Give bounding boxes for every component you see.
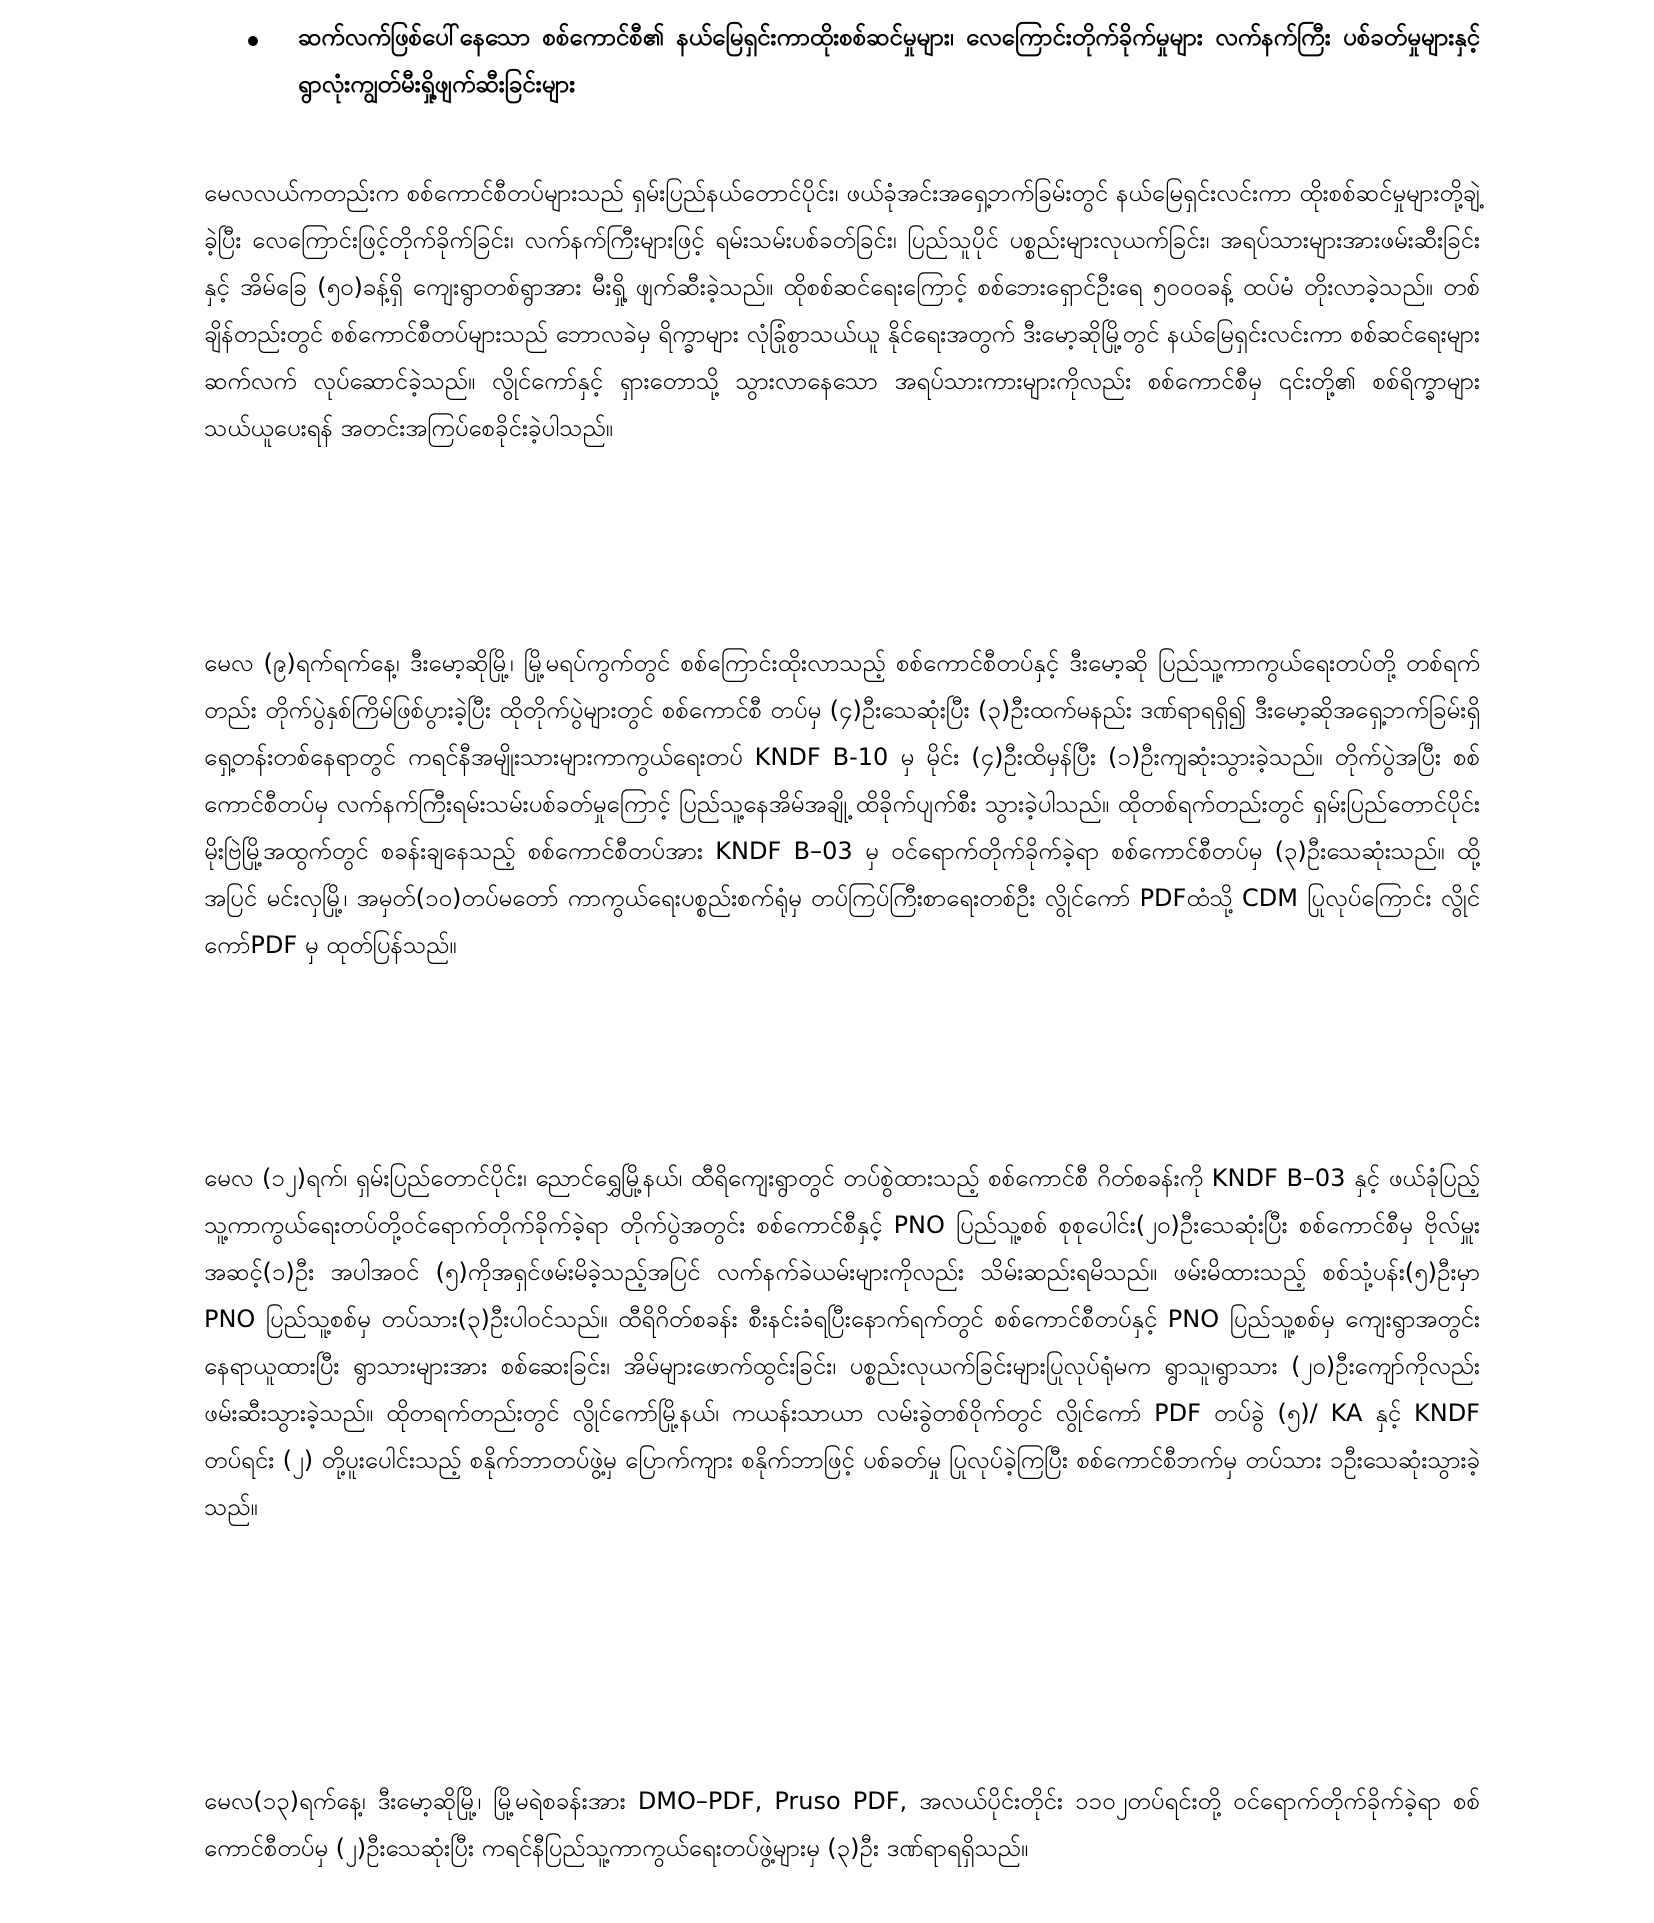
paragraph-4: မေလ(၁၃)ရက်နေ့၊ ဒီးမော့ဆိုမြို့၊ မြို့မရဲစခန်းအား DMO–PDF, Pruso PDF, အလယ်ပိုင်းတိုင်း ၁၁၀၂တပ်ရင်းတို့ ဝင်ရောက်တိုက်ခိုက်ခဲ့ရာ စစ်ကောင်စီတပ်မှ (၂)ဦးသေဆုံးပြီး ကရင်နီပြည်သူ့ကာကွယ်ရေးတပ်ဖွဲ့များမှ (၃)ဦး ဒဏ်ရာရရှိသည်။ (204, 1787, 1480, 1862)
paragraph-2: မေလ (၉)ရက်ရက်နေ့၊ ဒီးမော့ဆိုမြို့၊ မြို့မရပ်ကွက်တွင် စစ်ကြောင်းထိုးလာသည့် စစ်ကောင်စီတပ်နှင့် ဒီးမော့ဆို ပြည်သူ့ကာကွယ်ရေးတပ်တို့ တစ်ရက်တည်း တိုက်ပွဲနှစ်ကြိမ်ဖြစ်ပွားခဲ့ပြီး ထိုတိုက်ပွဲများတွင် စစ်ကောင်စီ တပ်မှ (၄)ဦးသေဆုံးပြီး (၃)ဦးထက်မနည်း ဒဏ်ရာရရှိ၍ ဒီးမော့ဆိုအရှေ့ဘက်ခြမ်းရှိ ရှေ့တန်းတစ်နေရာတွင် ကရင်နီအမျိုးသားများကာကွယ်ရေးတပ် KNDF B-10 မှ မိုင်း (၄)ဦးထိမှန်ပြီး (၁)ဦးကျဆုံးသွားခဲ့သည်။ တိုက်ပွဲအပြီး စစ်ကောင်စီတပ်မှ လက်နက်ကြီးရမ်းသမ်းပစ်ခတ်မှုကြောင့် ပြည်သူ့နေအိမ်အချို့ ထိခိုက်ပျက်စီး သွားခဲ့ပါသည်။ ထိုတစ်ရက်တည်းတွင် ရှမ်းပြည်တောင်ပိုင်း မိုးဗြဲမြို့အထွက်တွင် စခန်းချနေသည့် စစ်ကောင်စီတပ်အား KNDF B–03 မှ ဝင်ရောက်တိုက်ခိုက်ခဲ့ရာ စစ်ကောင်စီတပ်မှ (၃)ဦးသေဆုံးသည်။ ထို့အပြင် မင်းလှမြို့၊ အမှတ်(၁၀)တပ်မတော် ကာကွယ်ရေးပစ္စည်းစက်ရုံမှ တပ်ကြပ်ကြီးစာရေးတစ်ဦး လွိုင်ကော် PDFထံသို့ CDM ပြုလုပ်ကြောင်း လွိုင်ကော်PDF မှ ထုတ်ပြန်သည်။ (204, 649, 1480, 959)
section-heading (248, 14, 1480, 108)
paragraph-1: မေလလယ်ကတည်းက စစ်ကောင်စီတပ်များသည် ရှမ်းပြည်နယ်တောင်ပိုင်း၊ ဖယ်ခုံအင်းအရှေ့ဘက်ခြမ်းတွင် နယ်မြေရှင်းလင်းကာ ထိုးစစ်ဆင်မှုများတို့ချဲ့ခဲ့ပြီး လေကြောင်းဖြင့်တိုက်ခိုက်ခြင်း၊ လက်နက်ကြီးများဖြင့် ရမ်းသမ်းပစ်ခတ်ခြင်း၊ ပြည်သူပိုင် ပစ္စည်းများလုယက်ခြင်း၊ အရပ်သားများအားဖမ်းဆီးခြင်းနှင့် အိမ်ခြေ (၅၀)ခန့်ရှိ ကျေးရွာတစ်ရွာအား မီးရှို့ ဖျက်ဆီးခဲ့သည်။ ထိုစစ်ဆင်ရေးကြောင့် စစ်ဘေးရှောင်ဦးရေ ၅၀၀၀ခန့် ထပ်မံ တိုးလာခဲ့သည်။ တစ်ချိန်တည်းတွင် စစ်ကောင်စီတပ်များသည် ဘောလခဲမှ ရိက္ခာများ လုံခြုံစွာသယ်ယူ နိုင်ရေးအတွက် ဒီးမော့ဆိုမြို့တွင် နယ်မြေရှင်းလင်းကာ စစ်ဆင်ရေးများ ဆက်လက် လုပ်ဆောင်ခဲ့သည်။ လွိုင်ကော်နှင့် ရှားတောသို့ သွားလာနေသော အရပ်သားကားများကိုလည်း စစ်ကောင်စီမှ ၎င်းတို့၏ စစ်ရိက္ခာများ သယ်ယူပေးရန် အတင်းအကြပ်စေခိုင်းခဲ့ပါသည်။ (204, 179, 1480, 442)
paragraph-3: မေလ (၁၂)ရက်၊ ရှမ်းပြည်တောင်ပိုင်း၊ ညောင်ရွှေမြို့နယ်၊ ထီရိကျေးရွာတွင် တပ်စွဲထားသည့် စစ်ကောင်စီ ဂိတ်စခန်းကို KNDF B–03 နှင့် ဖယ်ခုံပြည့်သူ့ကာကွယ်ရေးတပ်တို့ဝင်ရောက်တိုက်ခိုက်ခဲ့ရာ တိုက်ပွဲအတွင်း စစ်ကောင်စီနှင့် PNO ပြည်သူ့စစ် စုစုပေါင်း(၂၀)ဦးသေဆုံးပြီး စစ်ကောင်စီမှ ဗိုလ်မှူး အဆင့်(၁)ဦး အပါအဝင် (၅)ကိုအရှင်ဖမ်းမိခဲ့သည့်အပြင် လက်နက်ခဲယမ်းများကိုလည်း သိမ်းဆည်းရမိသည်။ ဖမ်းမိထားသည့် စစ်သုံ့ပန်း(၅)ဦးမှာ PNO ပြည်သူ့စစ်မှ တပ်သား(၃)ဦးပါဝင်သည်။ ထီရိဂိတ်စခန်း စီးနင်းခံရပြီးနောက်ရက်တွင် စစ်ကောင်စီတပ်နှင့် PNO ပြည်သူ့စစ်မှ ကျေးရွာအတွင်း နေရာယူထားပြီး ရွာသားများအား စစ်ဆေးခြင်း၊ အိမ်များဖောက်ထွင်းခြင်း၊ ပစ္စည်းလုယက်ခြင်းများပြုလုပ်ရုံမက ရွာသူ၊ရွာသား (၂၀)ဦးကျော်ကိုလည်း ဖမ်းဆီးသွားခဲ့သည်။ ထိုတရက်တည်းတွင် လွိုင်ကော်မြို့နယ်၊ ကယန်းသာယာ လမ်းခွဲတစ်ဝိုက်တွင် လွိုင်ကော် PDF တပ်ခွဲ (၅)/ KA နှင့် KNDF တပ်ရင်း (၂) တို့ပူးပေါင်းသည့် စနိုက်ဘာတပ်ဖွဲ့မှ ပြောက်ကျား စနိုက်ဘာဖြင့် ပစ်ခတ်မှု ပြုလုပ်ခဲ့ကြပြီး စစ်ကောင်စီဘက်မှ တပ်သား ၁ဦးသေဆုံးသွားခဲ့သည်။ (204, 1164, 1480, 1521)
heading-text: ဆက်လက်ဖြစ်ပေါ်နေသော စစ်ကောင်စီ၏ နယ်မြေရှင်းကာထိုးစစ်ဆင်မှုများ၊ လေကြောင်းတိုက်ခိုက်မှုများ လက်နက်ကြီး ပစ်ခတ်မှုများနှင့် ရွာလုံးကျွတ်မီးရှို့ဖျက်ဆီးခြင်းများ (298, 23, 1480, 98)
bullet-icon (248, 36, 258, 46)
